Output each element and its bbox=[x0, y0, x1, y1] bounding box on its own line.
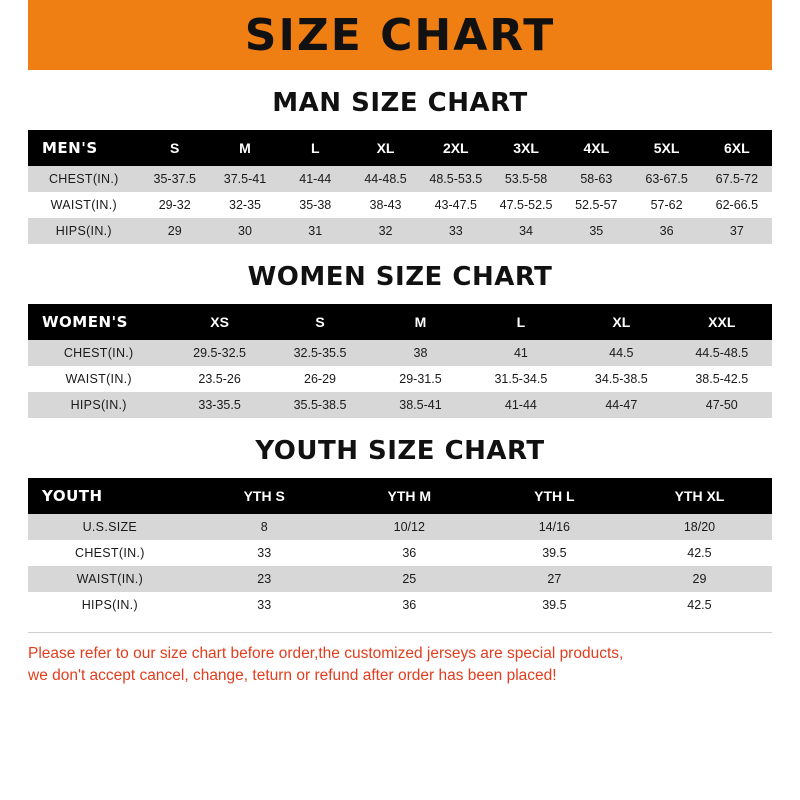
chart-content bbox=[0, 88, 800, 618]
men-col-l: L bbox=[280, 130, 350, 166]
men-chest-s: 35-37.5 bbox=[140, 166, 210, 192]
women-hips-xs: 33-35.5 bbox=[169, 392, 269, 418]
table-row bbox=[28, 340, 772, 366]
youth-section-title: YOUTH SIZE CHART bbox=[255, 436, 545, 466]
youth-hips-l: 39.5 bbox=[482, 592, 627, 618]
women-waist-xs: 23.5-26 bbox=[169, 366, 269, 392]
women-row-label-hips: HIPS(IN.) bbox=[28, 392, 169, 418]
women-chest-l: 41 bbox=[471, 340, 571, 366]
men-col-s: S bbox=[140, 130, 210, 166]
youth-col-l: YTH L bbox=[482, 478, 627, 514]
men-waist-2xl: 43-47.5 bbox=[421, 192, 491, 218]
men-row-label-hips: HIPS(IN.) bbox=[28, 218, 140, 244]
men-chest-4xl: 58-63 bbox=[561, 166, 631, 192]
youth-waist-l: 27 bbox=[482, 566, 627, 592]
women-chest-xs: 29.5-32.5 bbox=[169, 340, 269, 366]
order-notice-line1: Please refer to our size chart before order,the customized jerseys are special products, bbox=[28, 645, 624, 662]
table-row bbox=[28, 566, 772, 592]
youth-col-xl: YTH XL bbox=[627, 478, 772, 514]
men-col-5xl: 5XL bbox=[631, 130, 701, 166]
women-waist-xl: 34.5-38.5 bbox=[571, 366, 671, 392]
women-chest-xl: 44.5 bbox=[571, 340, 671, 366]
men-col-2xl: 2XL bbox=[421, 130, 491, 166]
youth-waist-m: 25 bbox=[337, 566, 482, 592]
men-waist-l: 35-38 bbox=[280, 192, 350, 218]
table-row bbox=[28, 366, 772, 392]
women-waist-l: 31.5-34.5 bbox=[471, 366, 571, 392]
men-chest-m: 37.5-41 bbox=[210, 166, 280, 192]
men-chest-2xl: 48.5-53.5 bbox=[421, 166, 491, 192]
men-hips-xl: 32 bbox=[350, 218, 420, 244]
men-row-label-chest: CHEST(IN.) bbox=[28, 166, 140, 192]
youth-waist-xl: 29 bbox=[627, 566, 772, 592]
men-table-header-row bbox=[28, 130, 772, 166]
women-hips-xl: 44-47 bbox=[571, 392, 671, 418]
youth-ussize-s: 8 bbox=[192, 514, 337, 540]
youth-chest-l: 39.5 bbox=[482, 540, 627, 566]
youth-ussize-xl: 18/20 bbox=[627, 514, 772, 540]
men-hips-3xl: 34 bbox=[491, 218, 561, 244]
men-col-6xl: 6XL bbox=[702, 130, 772, 166]
table-row bbox=[28, 514, 772, 540]
women-col-s: S bbox=[270, 304, 370, 340]
women-row-label-chest: CHEST(IN.) bbox=[28, 340, 169, 366]
table-row bbox=[28, 192, 772, 218]
women-section-title: WOMEN SIZE CHART bbox=[247, 262, 553, 292]
men-hips-l: 31 bbox=[280, 218, 350, 244]
youth-hips-xl: 42.5 bbox=[627, 592, 772, 618]
women-hips-l: 41-44 bbox=[471, 392, 571, 418]
women-chest-xxl: 44.5-48.5 bbox=[672, 340, 772, 366]
men-size-table bbox=[28, 130, 772, 244]
women-hips-m: 38.5-41 bbox=[370, 392, 470, 418]
women-chest-m: 38 bbox=[370, 340, 470, 366]
men-chest-xl: 44-48.5 bbox=[350, 166, 420, 192]
youth-row-label-waist: WAIST(IN.) bbox=[28, 566, 192, 592]
men-chest-3xl: 53.5-58 bbox=[491, 166, 561, 192]
order-notice-line2: we don't accept cancel, change, teturn or refund after order has been placed! bbox=[28, 667, 557, 685]
men-waist-3xl: 47.5-52.5 bbox=[491, 192, 561, 218]
women-corner-label: WOMEN'S bbox=[28, 304, 169, 340]
women-waist-m: 29-31.5 bbox=[370, 366, 470, 392]
youth-size-table bbox=[28, 478, 772, 618]
youth-row-label-chest: CHEST(IN.) bbox=[28, 540, 192, 566]
men-waist-xl: 38-43 bbox=[350, 192, 420, 218]
men-hips-5xl: 36 bbox=[631, 218, 701, 244]
women-waist-xxl: 38.5-42.5 bbox=[672, 366, 772, 392]
men-chest-l: 41-44 bbox=[280, 166, 350, 192]
women-waist-s: 26-29 bbox=[270, 366, 370, 392]
table-row bbox=[28, 592, 772, 618]
youth-col-m: YTH M bbox=[337, 478, 482, 514]
women-size-table bbox=[28, 304, 772, 418]
table-row bbox=[28, 166, 772, 192]
men-waist-5xl: 57-62 bbox=[631, 192, 701, 218]
youth-hips-m: 36 bbox=[337, 592, 482, 618]
men-col-3xl: 3XL bbox=[491, 130, 561, 166]
men-chest-6xl: 67.5-72 bbox=[702, 166, 772, 192]
men-hips-6xl: 37 bbox=[702, 218, 772, 244]
women-col-xl: XL bbox=[571, 304, 671, 340]
youth-ussize-m: 10/12 bbox=[337, 514, 482, 540]
women-chest-s: 32.5-35.5 bbox=[270, 340, 370, 366]
men-row-label-waist: WAIST(IN.) bbox=[28, 192, 140, 218]
youth-chest-xl: 42.5 bbox=[627, 540, 772, 566]
order-notice bbox=[28, 632, 772, 688]
men-col-m: M bbox=[210, 130, 280, 166]
women-col-l: L bbox=[471, 304, 571, 340]
youth-chest-s: 33 bbox=[192, 540, 337, 566]
men-waist-s: 29-32 bbox=[140, 192, 210, 218]
table-row bbox=[28, 218, 772, 244]
men-corner-label: MEN'S bbox=[28, 130, 140, 166]
youth-hips-s: 33 bbox=[192, 592, 337, 618]
women-hips-s: 35.5-38.5 bbox=[270, 392, 370, 418]
youth-row-label-ussize: U.S.SIZE bbox=[28, 514, 192, 540]
men-waist-4xl: 52.5-57 bbox=[561, 192, 631, 218]
women-col-xs: XS bbox=[169, 304, 269, 340]
youth-col-s: YTH S bbox=[192, 478, 337, 514]
men-waist-6xl: 62-66.5 bbox=[702, 192, 772, 218]
youth-chest-m: 36 bbox=[337, 540, 482, 566]
table-row bbox=[28, 540, 772, 566]
youth-ussize-l: 14/16 bbox=[482, 514, 627, 540]
page-banner bbox=[0, 0, 800, 70]
women-col-xxl: XXL bbox=[672, 304, 772, 340]
youth-waist-s: 23 bbox=[192, 566, 337, 592]
page-title: SIZE CHART bbox=[244, 9, 556, 61]
youth-corner-label: YOUTH bbox=[28, 478, 192, 514]
men-col-xl: XL bbox=[350, 130, 420, 166]
men-chest-5xl: 63-67.5 bbox=[631, 166, 701, 192]
women-row-label-waist: WAIST(IN.) bbox=[28, 366, 169, 392]
men-hips-4xl: 35 bbox=[561, 218, 631, 244]
men-hips-m: 30 bbox=[210, 218, 280, 244]
men-col-4xl: 4XL bbox=[561, 130, 631, 166]
table-row bbox=[28, 392, 772, 418]
men-waist-m: 32-35 bbox=[210, 192, 280, 218]
women-table-header-row bbox=[28, 304, 772, 340]
youth-row-label-hips: HIPS(IN.) bbox=[28, 592, 192, 618]
men-hips-2xl: 33 bbox=[421, 218, 491, 244]
youth-table-header-row bbox=[28, 478, 772, 514]
women-hips-xxl: 47-50 bbox=[672, 392, 772, 418]
women-col-m: M bbox=[370, 304, 470, 340]
men-hips-s: 29 bbox=[140, 218, 210, 244]
men-section-title: MAN SIZE CHART bbox=[272, 88, 528, 118]
